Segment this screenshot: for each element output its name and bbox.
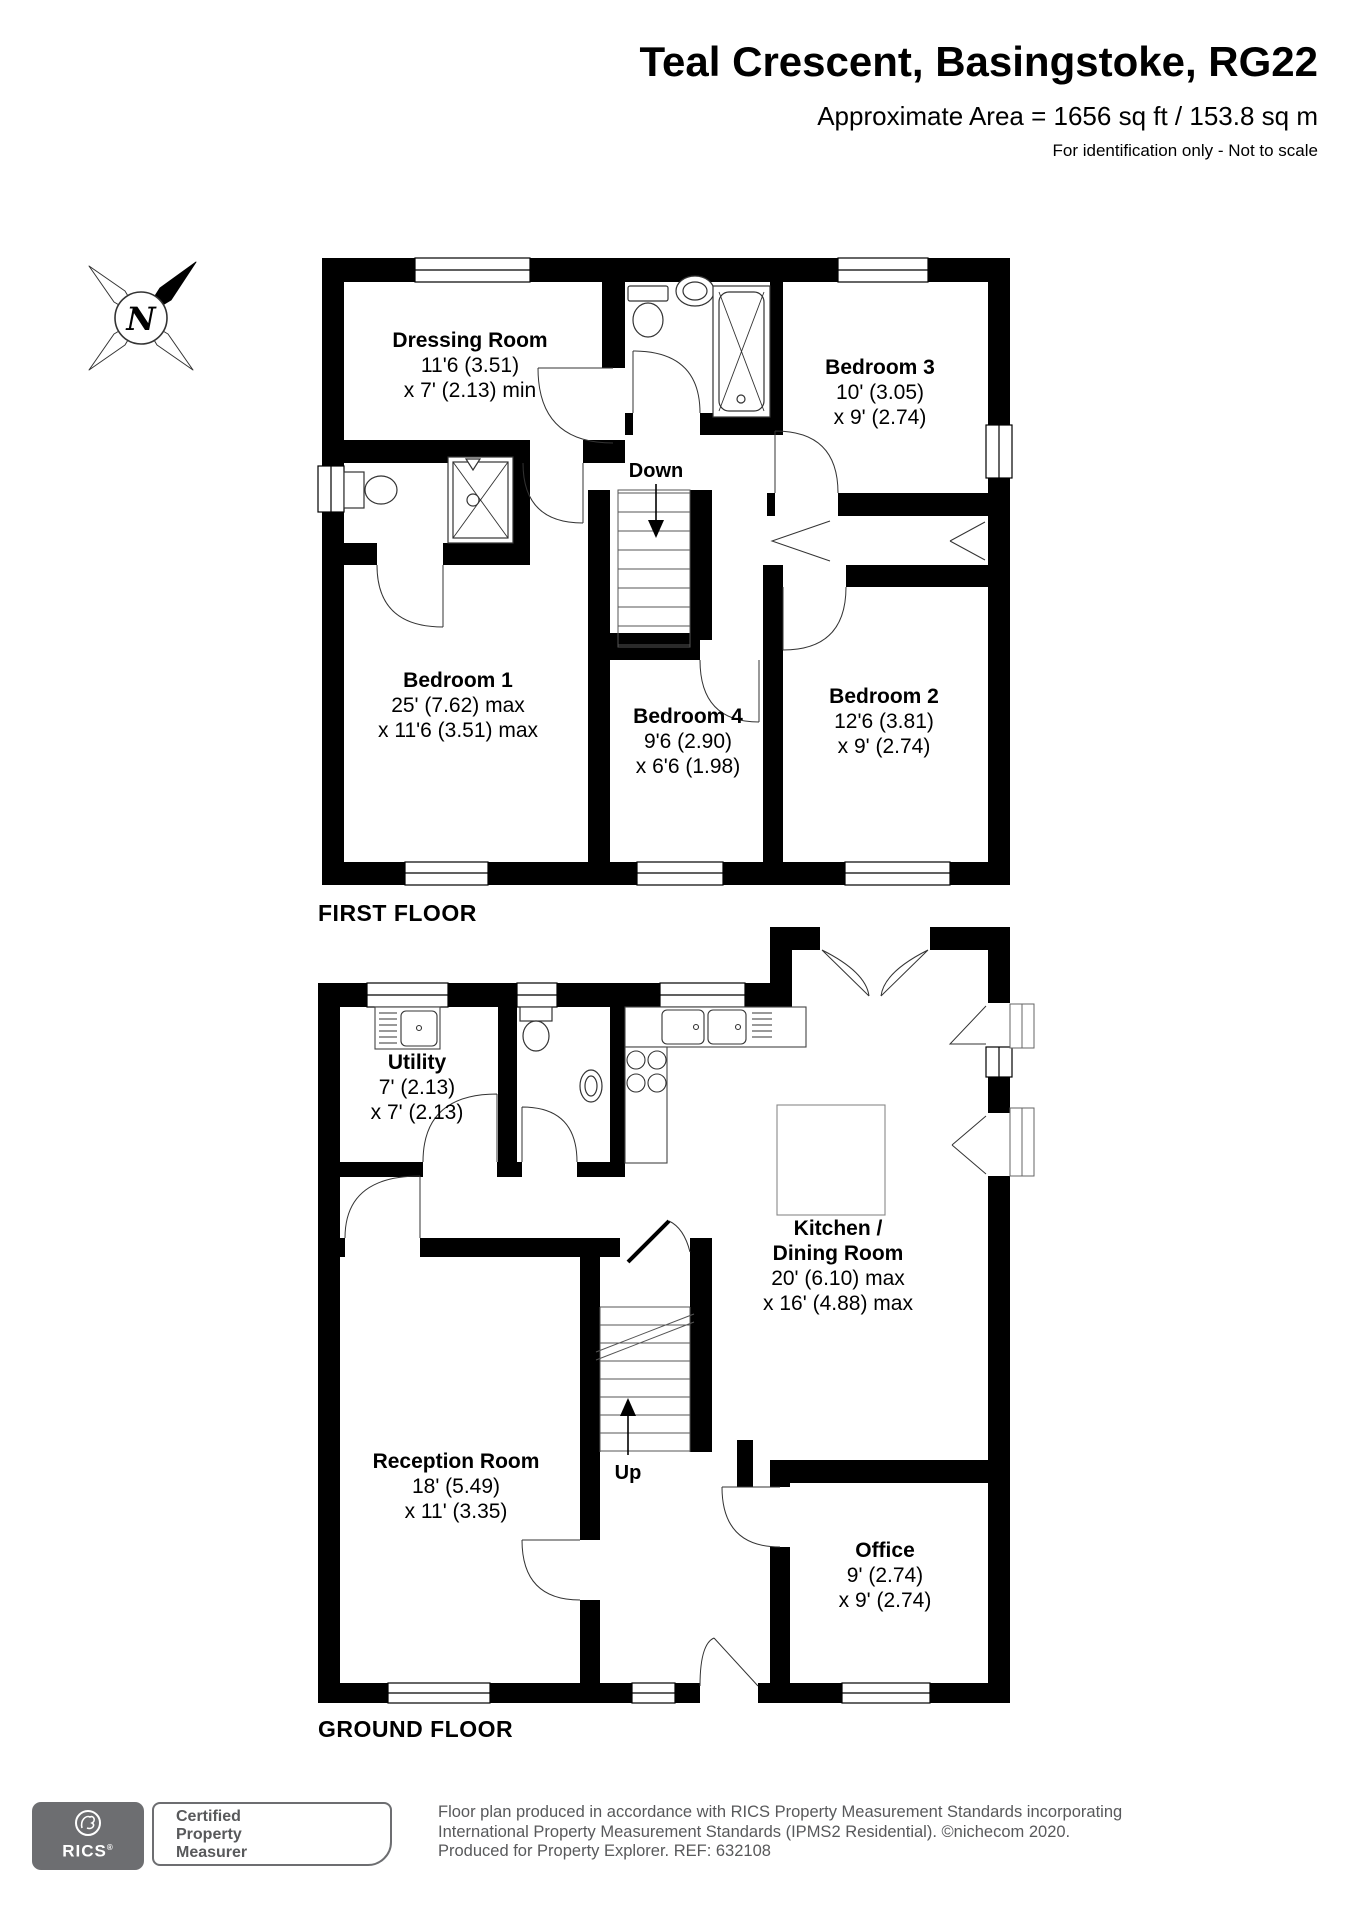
rics-lion-icon — [32, 1807, 144, 1839]
compass-north-label: N — [126, 300, 156, 338]
certified-property-measurer-badge — [152, 1802, 392, 1866]
room-label-office — [839, 1538, 932, 1613]
stairs-down-label: Down — [628, 460, 684, 482]
compass-rose-icon — [89, 262, 196, 370]
rics-wordmark: RICS® — [62, 1841, 114, 1861]
room-dim: x 7' (2.13) min — [403, 379, 537, 402]
stairs-down — [618, 484, 690, 647]
room-name: Dressing Room — [392, 329, 548, 352]
toilet-icon — [628, 286, 668, 301]
page-title: Teal Crescent, Basingstoke, RG22 — [639, 38, 1318, 85]
room-name: Bedroom 4 — [633, 705, 743, 728]
room-dim: x 7' (2.13) — [370, 1101, 464, 1124]
room-name: Office — [855, 1539, 915, 1562]
room-dim: x 11'6 (3.51) max — [377, 719, 539, 742]
room-name: Bedroom 1 — [403, 669, 513, 692]
room-dim: x 9' (2.74) — [833, 406, 927, 429]
room-name: Bedroom 2 — [829, 685, 939, 708]
room-name: Utility — [387, 1051, 447, 1074]
first-floor-label: FIRST FLOOR — [318, 900, 477, 926]
ensuite-fixtures — [344, 457, 513, 543]
room-label-bedroom3 — [825, 355, 935, 430]
room-name: Reception Room — [372, 1450, 540, 1473]
approximate-area: Approximate Area = 1656 sq ft / 153.8 sq m — [817, 101, 1318, 131]
room-dim: 20' (6.10) max — [771, 1267, 905, 1290]
toilet-icon — [344, 472, 364, 508]
room-dim: x 11' (3.35) — [404, 1500, 508, 1523]
room-label-reception — [373, 1449, 540, 1524]
room-label-dressing — [392, 328, 547, 403]
front-door — [700, 1638, 758, 1686]
kitchen-fixtures — [625, 1007, 885, 1215]
room-label-bedroom2 — [829, 684, 939, 759]
rics-logo-badge — [32, 1802, 144, 1870]
down-arrow-icon — [648, 520, 664, 538]
room-name: Kitchen / — [793, 1217, 883, 1240]
room-dim: 18' (5.49) — [411, 1475, 501, 1498]
stairs-up-label: Up — [614, 1462, 642, 1484]
room-dim: 9'6 (2.90) — [643, 730, 733, 753]
room-dim: x 9' (2.74) — [838, 1589, 932, 1612]
footer-line: International Property Measurement Standards (IPMS2 Residential). ©nichecom 2020. — [438, 1822, 1071, 1841]
ground-floor-label: GROUND FLOOR — [318, 1716, 514, 1742]
toilet-icon — [520, 1007, 552, 1021]
room-dim: 11'6 (3.51) — [420, 354, 520, 377]
up-arrow-icon — [620, 1398, 636, 1416]
footer-disclaimer — [438, 1803, 1122, 1862]
badge-line: Measurer — [176, 1844, 248, 1861]
hob-icon — [627, 1051, 645, 1069]
room-dim: 12'6 (3.81) — [834, 710, 934, 733]
stairs-up — [596, 1307, 694, 1455]
badge-line: Certified — [176, 1808, 241, 1825]
room-label-bedroom1 — [378, 668, 538, 743]
room-name: Bedroom 3 — [825, 356, 935, 379]
room-dim: 10' (3.05) — [835, 381, 925, 404]
identification-note: For identification only - Not to scale — [1052, 141, 1318, 160]
wc-fixtures — [520, 1007, 602, 1102]
room-name: Dining Room — [772, 1242, 904, 1265]
room-dim: 25' (7.62) max — [391, 694, 525, 717]
room-label-bedroom4 — [633, 704, 743, 779]
room-dim: x 6'6 (1.98) — [635, 755, 741, 778]
room-dim: 7' (2.13) — [378, 1076, 456, 1099]
room-dim: 9' (2.74) — [846, 1564, 924, 1587]
room-label-utility — [371, 1050, 464, 1125]
footer-line: Floor plan produced in accordance with RICS Property Measurement Standards incorporating — [438, 1803, 1123, 1821]
exterior-steps — [1010, 1004, 1034, 1176]
room-dim: x 16' (4.88) max — [763, 1292, 913, 1315]
dining-table — [777, 1105, 885, 1215]
badge-line: Property — [176, 1826, 242, 1843]
room-label-kitchen-dining — [763, 1216, 913, 1316]
room-dim: x 9' (2.74) — [837, 735, 931, 758]
utility-fixtures — [375, 1007, 440, 1049]
footer-line: Produced for Property Explorer. REF: 632108 — [438, 1842, 771, 1860]
french-doors — [822, 950, 928, 996]
